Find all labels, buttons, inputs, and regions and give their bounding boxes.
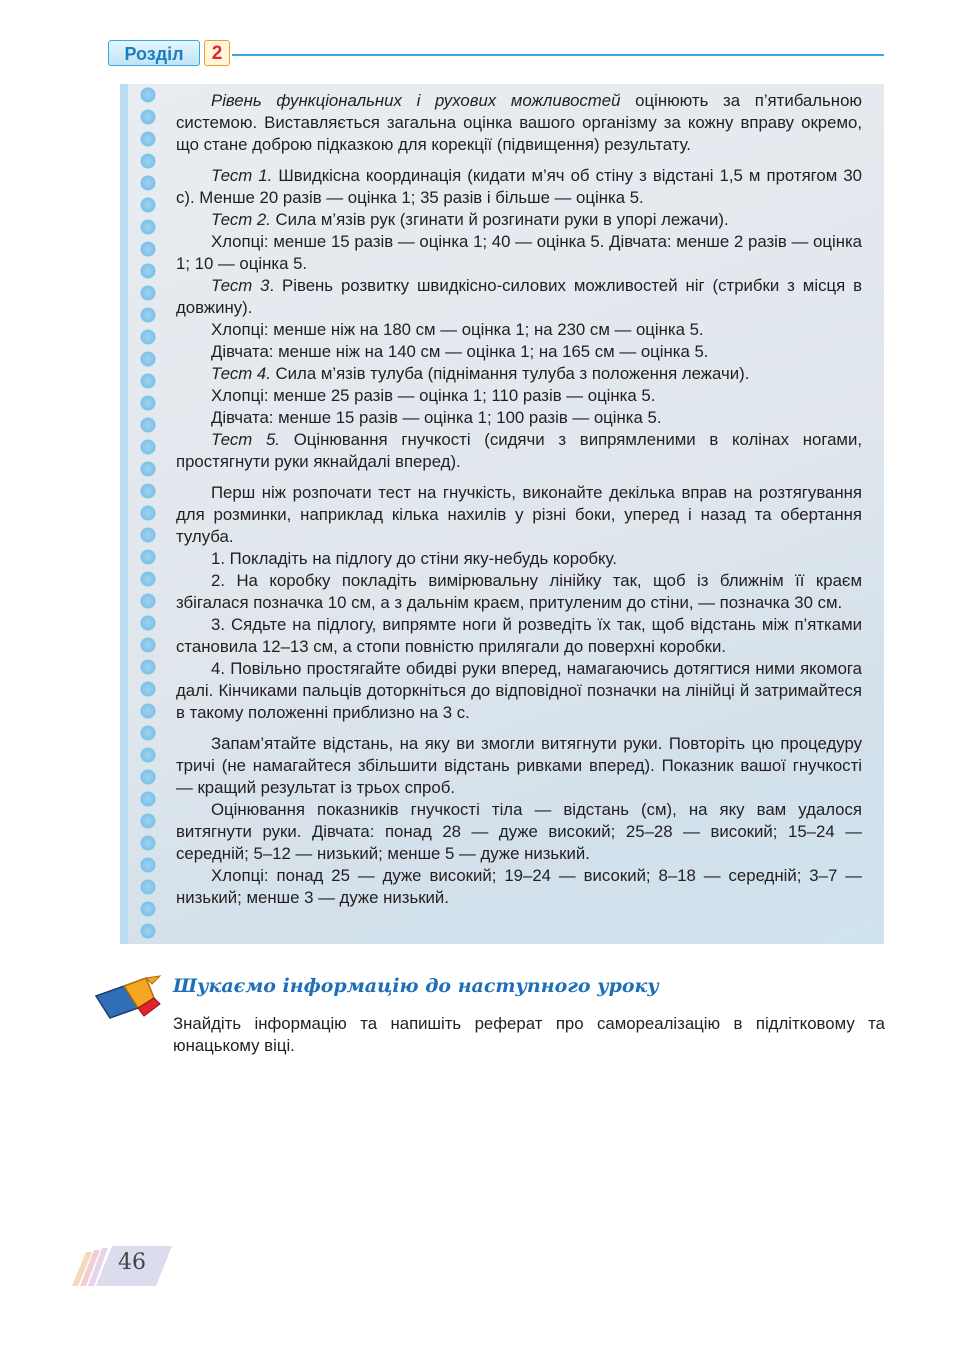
intro-text: оцінюють за п’ятибальною системою. Виставляється загальна оцінка вашого організму за кожну вправу окремо, що стане доброю підказкою для корекції (підвищення) результату. xyxy=(176,91,862,154)
test-2-label: Тест 2. xyxy=(211,210,271,229)
test-5 xyxy=(176,429,862,473)
info-title: Шукаємо інформацію до наступного уроку xyxy=(173,975,659,997)
test-4-boys: Хлопці: менше 25 разів — оцінка 1; 110 разів — оцінка 5. xyxy=(211,386,656,405)
test-4-girls: Дівчата: менше 15 разів — оцінка 1; 100 разів — оцінка 5. xyxy=(211,408,662,427)
intro-paragraph xyxy=(176,90,862,156)
test-5-text: Оцінювання гнучкості (сидячи з випрямленими в колінах ногами, простягнути руки якнайдалі вперед). xyxy=(176,430,862,471)
test-4-label: Тест 4. xyxy=(211,364,271,383)
step-3: 3. Сядьте на підлогу, випрямте ноги й розведіть їх так, щоб відстань між п’ятками становила 12–13 см, а стопи повністю прилягали до поверхні коробки. xyxy=(176,615,862,656)
test-3-boys: Хлопці: менше ніж на 180 см — оцінка 1; на 230 см — оцінка 5. xyxy=(211,320,704,339)
header-divider xyxy=(232,54,884,56)
page-number-badge xyxy=(72,1246,182,1286)
section-header xyxy=(108,40,884,70)
test-1-label: Тест 1. xyxy=(211,166,273,185)
remember-paragraph: Запам’ятайте відстань, на яку ви змогли витягнути руки. Повторіть цю процедуру тричі (не намагайтеся збільшити відстань ривками вперед). Показник вашої гнучкості — кращий результат із трьох спроб. xyxy=(176,734,862,797)
bird-icon xyxy=(94,974,164,1024)
section-label: Розділ xyxy=(108,40,200,66)
test-4 xyxy=(176,363,862,385)
warmup-paragraph: Перш ніж розпочати тест на гнучкість, виконайте декілька вправ на розтягування для розминки, наприклад кілька нахилів у різні боки, уперед і назад та обертання тулуба. xyxy=(176,483,862,546)
test-1-text: Швидкісна координація (кидати м’яч об стіну з відстані 1,5 м протягом 30 с). Менше 20 разів — оцінка 1; 35 разів і більше — оцінка 5. xyxy=(176,166,862,207)
info-text: Знайдіть інформацію та напишіть реферат про самореалізацію в підлітковому та юнацькому віці. xyxy=(173,1014,885,1055)
test-5-label: Тест 5. xyxy=(211,430,280,449)
test-1 xyxy=(176,165,862,209)
test-2-results: Хлопці: менше 15 разів — оцінка 1; 40 — оцінка 5. Дівчата: менше 2 разів — оцінка 1; 10 — оцінка 5. xyxy=(176,232,862,273)
test-2 xyxy=(176,209,862,231)
step-1: 1. Покладіть на підлогу до стіни яку-небудь коробку. xyxy=(211,549,617,568)
intro-emphasis: Рівень функціональних і рухових можливостей xyxy=(211,91,621,110)
test-3-girls: Дівчата: менше ніж на 140 см — оцінка 1; на 165 см — оцінка 5. xyxy=(211,342,709,361)
panel-text xyxy=(176,90,862,909)
page-number: 46 xyxy=(118,1250,146,1275)
test-3-text: . Рівень розвитку швидкісно-силових можливостей ніг (стрибки з місця в довжину). xyxy=(176,276,862,317)
step-4: 4. Повільно простягайте обидві руки вперед, намагаючись дотягтися ними якомога далі. Кінчиками пальців доторкніться до відповідної позначки на лінійці й затримайтеся в такому положенні приблизно на 3 с. xyxy=(176,659,862,722)
test-2-text: Сила м’язів рук (згинати й розгинати руки в упорі лежачи). xyxy=(270,210,729,229)
boys-evaluation: Хлопці: понад 25 — дуже високий; 19–24 — високий; 8–18 — середній; 3–7 — низький; менше 3 — дуже низький. xyxy=(176,866,862,907)
test-4-text: Сила м’язів тулуба (піднімання тулуба з положення лежачи). xyxy=(270,364,750,383)
girls-evaluation: Оцінювання показників гнучкості тіла — відстань (см), на яку вам удалося витягнути руки. Дівчата: понад 28 — дуже високий; 25–28 — високий; 15–24 — середній; 5–12 — низький; менше 5 — дуже низький. xyxy=(176,800,862,863)
section-number: 2 xyxy=(204,40,230,66)
test-3 xyxy=(176,275,862,319)
notebook-rings xyxy=(120,84,156,944)
test-3-label: Тест 3 xyxy=(211,276,270,295)
step-2: 2. На коробку покладіть вимірювальну лінійку так, щоб із ближнім її краєм збігалася позначка 10 см, а з дальнім краєм, притуленим до стіни, — позначка 30 см. xyxy=(176,571,862,612)
